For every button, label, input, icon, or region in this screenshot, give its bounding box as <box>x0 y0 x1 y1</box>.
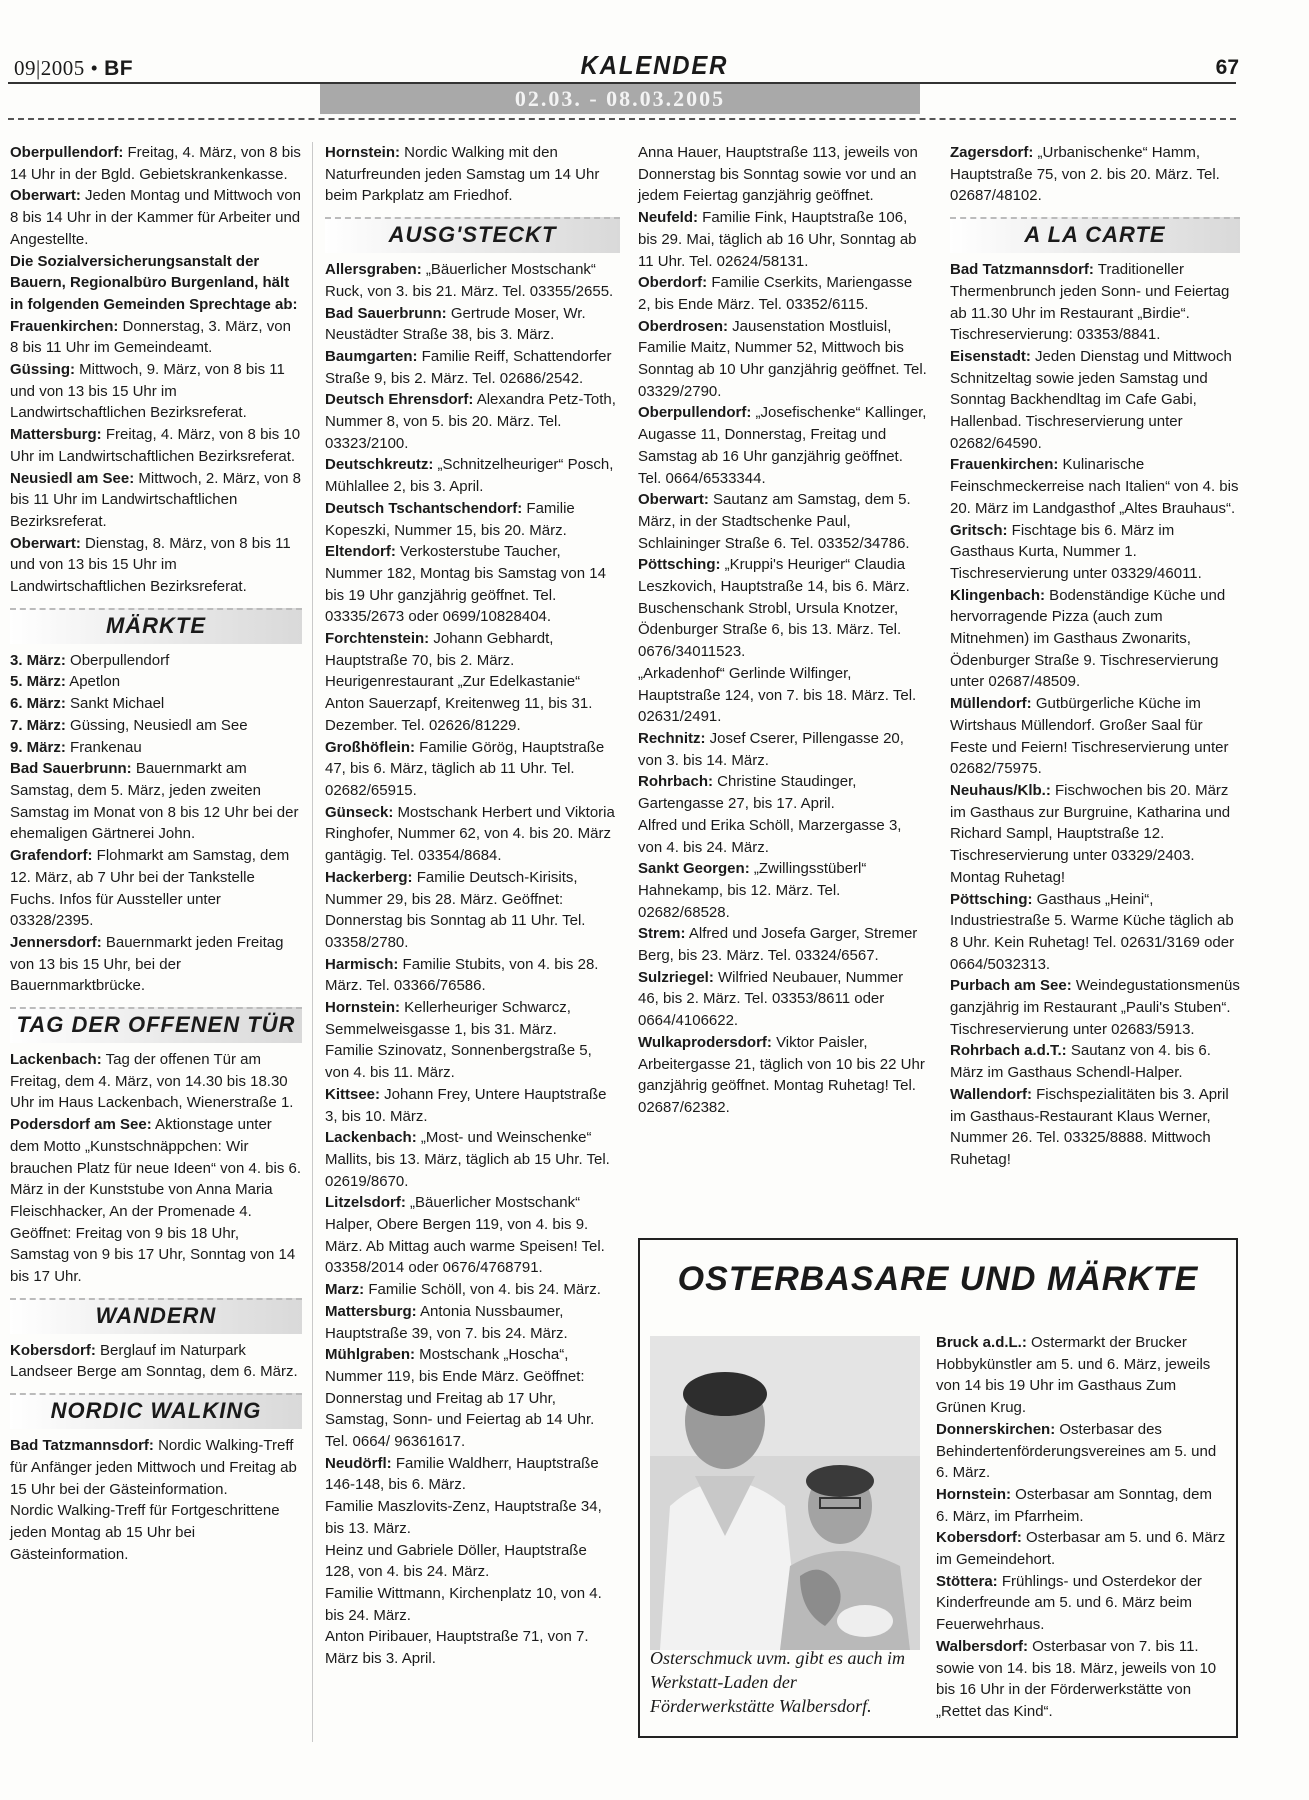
listing-text: Mittwoch, 2. März, von 8 bis 11 Uhr im Landwirtschaftlichen Bezirksreferat. <box>10 469 301 530</box>
listing-place: Kobersdorf: <box>10 1341 96 1359</box>
listing-entry <box>638 967 928 1032</box>
listing-entry <box>950 1084 1240 1171</box>
listing-entry <box>10 758 302 845</box>
listing-text: Familie Szinovatz, Sonnenbergstraße 5, von 4. bis 11. März. <box>325 1042 592 1082</box>
heading-a-la-carte: A LA CARTE <box>950 217 1240 253</box>
listing-place: Litzelsdorf: <box>325 1194 406 1212</box>
listing-text: Flohmarkt am Samstag, dem 12. März, ab 7 Uhr bei der Tankstelle Fuchs. Infos für Aussteller unter 03328/2395. <box>10 847 290 930</box>
listing-place: Günseck: <box>325 803 394 821</box>
listing-text: Familie Waldherr, Hauptstraße 146-148, bis 6. März. <box>325 1454 599 1494</box>
listing-entry <box>950 975 1240 1040</box>
magazine-name: BF <box>104 57 134 80</box>
listing-entry <box>10 737 302 759</box>
listing-text: Familie Fink, Hauptstraße 106, bis 29. Mai, täglich ab 16 Uhr, Sonntag ab 11 Uhr. Tel. 02624/58131. <box>638 209 917 270</box>
listing-place: Neusiedl am See: <box>10 469 135 487</box>
listing-text: Alexandra Petz-Toth, Nummer 8, von 5. bis 20. März. Tel. 03323/2100. <box>325 391 616 452</box>
listing-entry <box>325 867 620 954</box>
listing-text: Anton Piribauer, Hauptstraße 71, von 7. März bis 3. April. <box>325 1628 589 1668</box>
heading-ausgsteckt: AUSG'STECKT <box>325 217 620 253</box>
column-divider <box>312 142 313 1742</box>
listing-entry <box>950 454 1240 519</box>
ausgsteckt-cont-list <box>638 142 928 1119</box>
listing-entry <box>10 845 302 932</box>
listing-text: Freitag, 4. März, von 8 bis 10 Uhr im Landwirtschaftlichen Bezirksreferat. <box>10 426 301 465</box>
listing-text: „Arkadenhof“ Gerlinde Wilfinger, Hauptstraße 124, von 7. bis 18. März. Tel. 02631/2491. <box>638 664 917 726</box>
listing-text: Mostschank Herbert und Viktoria Ringhofer, Nummer 62, von 4. bis 20. März gantägig. Tel. 03354/8684. <box>325 803 615 865</box>
listing-text: Nordic Walking-Treff für Anfänger jeden Mittwoch und Freitag ab 15 Uhr bei der Gästeinformation. <box>10 1437 297 1498</box>
listing-place: Neuhaus/Klb.: <box>950 781 1051 799</box>
listing-place: Eisenstadt: <box>950 347 1031 365</box>
listing-entry <box>10 359 302 424</box>
box-title: OSTERBASARE UND MÄRKTE <box>677 1260 1199 1298</box>
listing-entry <box>936 1484 1226 1527</box>
listing-text: Traditioneller Thermenbrunch jeden Sonn- und Feiertag ab 11.30 Uhr im Restaurant „Birdie“. Tischreservierung: 03353/8841. <box>950 261 1230 344</box>
listing-place: Güssing: <box>10 361 76 379</box>
listing-text: Verkosterstube Taucher, Nummer 182, Montag bis Samstag von 14 bis 19 Uhr ganzjährig geöffnet. Tel. 03335/2673 oder 0699/10828404. <box>325 543 606 626</box>
listing-place: Die Sozialversicherungsanstalt der Bauern, Regionalbüro Burgenland, hält in folgenden Gemeinden Sprechtage ab: <box>10 252 298 313</box>
bullet: • <box>90 56 99 80</box>
listing-text: Osterbasar am Sonntag, dem 6. März, im Pfarrheim. <box>936 1485 1212 1525</box>
listing-text: Apetlon <box>65 673 121 691</box>
listing-entry <box>325 259 620 302</box>
listing-entry <box>638 142 928 207</box>
listing-text: Tag der offenen Tür am Freitag, dem 4. März, von 14.30 bis 18.30 Uhr im Haus Lackenbach, Wienerstraße 1. <box>10 1051 294 1112</box>
listing-place: Harmisch: <box>325 955 399 973</box>
listing-text: Berglauf im Naturpark Landseer Berge am Sonntag, dem 6. März. <box>10 1341 298 1381</box>
listing-entry <box>950 1040 1240 1083</box>
sprechtage-list <box>10 142 302 598</box>
column-3 <box>638 142 928 1119</box>
listing-place: Podersdorf am See: <box>10 1116 152 1134</box>
listing-text: Buschenschank Strobl, Ursula Knotzer, Ödenburger Straße 6, bis 13. März. Tel. 0676/34011523. <box>638 599 902 661</box>
listing-entry <box>10 693 302 715</box>
listing-text: Fischwochen bis 20. März im Gasthaus zur Burgruine, Katharina und Richard Sampl, Hauptstraße 12. Tischreservierung unter 03329/2403. Montag Ruhetag! <box>950 781 1231 886</box>
listing-text: Antonia Nussbaumer, Hauptstraße 39, von 7. bis 24. März. <box>325 1302 568 1342</box>
listing-text: Kulinarische Feinschmeckerreise nach Italien“ von 4. bis 20. März im Landgasthof „Altes Brauhaus“. <box>950 456 1239 517</box>
column-2 <box>325 142 620 1670</box>
listing-text: Heinz und Gabriele Döller, Hauptstraße 128, von 4. bis 24. März. <box>325 1541 587 1581</box>
listing-text: Jeden Montag und Mittwoch von 8 bis 14 Uhr in der Kammer für Arbeiter und Angestellte. <box>10 187 301 248</box>
listing-text: Aktionstage unter dem Motto „Kunstschnäppchen: Wir brauchen Platz für neue Ideen“ von 4. bis 6. März in der Kunststube von Anna Maria Fleischhacker, An der Promenade 4. Geöffnet: Freitag von 9 bis 18 Uhr, Samstag von 9 bis 17 Uhr, Sonntag von 14 bis 17 Uhr. <box>10 1116 302 1286</box>
listing-text: Freitag, 4. März, von 8 bis 14 Uhr in der Bgld. Gebietskrankenkasse. <box>10 144 301 183</box>
listing-place: Allersgraben: <box>325 261 422 279</box>
listing-text: Mostschank „Hoscha“, Nummer 119, bis Ende März. Geöffnet: Donnerstag und Freitag ab 17 Uhr, Samstag, Sonn- und Feiertag ab 14 Uhr. Tel. 0664/ 96361617. <box>325 1346 595 1451</box>
column-1 <box>10 142 302 1565</box>
listing-text: Fischspezialitäten bis 3. April im Gasthaus-Restaurant Klaus Werner, Nummer 26. Tel. 03325/8888. Mittwoch Ruhetag! <box>950 1085 1229 1168</box>
listing-text: Ostermarkt der Brucker Hobbykünstler am 5. und 6. März, jeweils von 14 bis 19 Uhr im Gasthaus Zum Grünen Krug. <box>936 1334 1211 1417</box>
listing-entry <box>10 142 302 185</box>
listing-entry <box>638 858 928 923</box>
listing-entry <box>10 1340 302 1383</box>
listing-entry <box>325 1040 620 1083</box>
listing-entry <box>10 251 302 316</box>
listing-text: Anna Hauer, Hauptstraße 113, jeweils von Donnerstag bis Sonntag sowie vor und an jedem Feiertag ganzjährig geöffnet. <box>638 144 918 205</box>
maerkte-list <box>10 650 302 997</box>
listing-text: Familie Kopeszki, Nummer 15, bis 20. März. <box>325 499 575 539</box>
listing-text: „Bäuerlicher Mostschank“ Halper, Obere Bergen 119, von 4. bis 9. März. Ab Mittag auch warme Speisen! Tel. 03358/2014 oder 0676/4768791. <box>325 1194 605 1277</box>
listing-place: Forchtenstein: <box>325 630 430 648</box>
listing-text: „Schnitzelheuriger“ Posch, Mühlallee 2, bis 3. April. <box>325 456 614 496</box>
listing-text: Jausenstation Mostluisl, Familie Maitz, Nummer 52, Mittwoch bis Sonntag ab 10 Uhr ganzjährig geöffnet. Tel. 03329/2790. <box>638 317 927 400</box>
header-dashed-rule <box>8 118 1236 120</box>
listing-entry <box>325 303 620 346</box>
listing-place: Mattersburg: <box>10 426 102 444</box>
listing-text: Osterbasar von 7. bis 11. sowie von 14. bis 18. März, jeweils von 10 bis 16 Uhr in der Förderwerkstätte von „Rettet das Kind“. <box>936 1637 1217 1720</box>
listing-entry <box>638 663 928 728</box>
listing-entry <box>638 923 928 966</box>
listing-entry <box>325 1626 620 1669</box>
osterbasare-box <box>638 1238 1238 1738</box>
listing-place: 9. März: <box>10 738 66 756</box>
osterbasare-list <box>936 1332 1226 1723</box>
listing-entry <box>325 1084 620 1127</box>
listing-entry <box>10 715 302 737</box>
listing-entry <box>950 346 1240 455</box>
listing-place: Bruck a.d.L.: <box>936 1334 1027 1351</box>
listing-place: Zagersdorf: <box>950 144 1034 161</box>
listing-text: Bodenständige Küche und hervorragende Pizza (auch zum Mitnehmen) im Gasthaus Zwonarits, Ödenburger Straße 9. Tischreservierung unter 02687/48509. <box>950 586 1226 691</box>
listing-text: Jeden Dienstag und Mittwoch Schnitzeltag sowie jeden Samstag und Sonntag Backhendltag im Cafe Gabi, Hallenbad. Tischreservierung unter 02682/64590. <box>950 347 1232 452</box>
listing-place: Jennersdorf: <box>10 933 102 951</box>
listing-place: Neufeld: <box>638 209 698 227</box>
listing-text: Frankenau <box>65 738 142 756</box>
listing-text: Nordic Walking mit den Naturfreunden jeden Samstag um 14 Uhr beim Parkplatz am Friedhof. <box>325 144 600 205</box>
listing-place: Oberdrosen: <box>638 317 729 335</box>
listing-place: Mühlgraben: <box>325 1346 415 1364</box>
listing-text: Donnerstag, 3. März, von 8 bis 11 Uhr im Gemeindeamt. <box>10 317 291 357</box>
photo-caption: Osterschmuck uvm. gibt es auch im Werkstatt-Laden der Förderwerkstätte Walbersdorf. <box>650 1648 905 1716</box>
page-number: 67 <box>1215 56 1239 79</box>
listing-place: Baumgarten: <box>325 347 418 365</box>
heading-tag-der-offenen-tuer: TAG DER OFFENEN TÜR <box>10 1007 302 1043</box>
listing-text: Familie Stubits, von 4. bis 28. März. Tel. 03366/76586. <box>325 955 599 995</box>
listing-place: Müllendorf: <box>950 695 1032 713</box>
listing-place: Gritsch: <box>950 521 1008 539</box>
listing-place: Hornstein: <box>936 1485 1011 1503</box>
listing-text: Osterbasar des Behindertenförderungsvereines am 5. und 6. März. <box>936 1420 1217 1482</box>
listing-entry <box>638 771 928 814</box>
listing-entry <box>638 272 928 315</box>
listing-text: Familie Görög, Hauptstraße 47, bis 6. März, täglich ab 11 Uhr. Tel. 02682/65915. <box>325 738 605 799</box>
listing-place: 7. März: <box>10 716 66 734</box>
listing-place: Donnerskirchen: <box>936 1420 1056 1438</box>
listing-place: Rechnitz: <box>638 729 706 747</box>
listing-place: Oberwart: <box>10 187 81 205</box>
listing-place: Mattersburg: <box>325 1302 417 1320</box>
listing-place: Wallendorf: <box>950 1085 1032 1103</box>
listing-text: Familie Maszlovits-Zenz, Hauptstraße 34, bis 13. März. <box>325 1498 602 1537</box>
listing-entry <box>325 541 620 628</box>
listing-entry <box>638 598 928 663</box>
listing-entry <box>325 1540 620 1583</box>
listing-text: Familie Wittmann, Kirchenplatz 10, von 4. bis 24. März. <box>325 1585 602 1624</box>
listing-text: Weindegustationsmenüs ganzjährig im Restaurant „Pauli's Stuben“. Tischreservierung unter 02683/5913. <box>950 977 1240 1038</box>
listing-place: Oberdorf: <box>638 274 708 292</box>
listing-place: Hornstein: <box>325 999 400 1017</box>
listing-place: Großhöflein: <box>325 738 415 756</box>
listing-text: Johann Gebhardt, Hauptstraße 70, bis 2. März. <box>325 630 554 669</box>
listing-entry <box>10 468 302 533</box>
listing-text: Viktor Paisler, Arbeitergasse 21, täglich von 10 bis 22 Uhr ganzjährig geöffnet. Montag Ruhetag! Tel. 02687/62382. <box>638 1033 925 1116</box>
listing-text: „Urbanischenke“ Hamm, Hauptstraße 75, von 2. bis 20. März. Tel. 02687/48102. <box>950 144 1220 205</box>
heading-wandern: WANDERN <box>10 1298 302 1334</box>
listing-entry <box>10 932 302 997</box>
listing-entry <box>10 1435 302 1500</box>
listing-entry <box>10 185 302 250</box>
listing-entry <box>950 142 1240 207</box>
listing-entry <box>325 1496 620 1539</box>
listing-place: 3. März: <box>10 651 66 669</box>
listing-text: Gasthaus „Heini“, Industriestraße 5. Warme Küche täglich ab 8 Uhr. Kein Ruhetag! Tel. 02631/3169 oder 0664/5032313. <box>950 890 1235 973</box>
listing-place: Eltendorf: <box>325 543 396 561</box>
listing-place: Rohrbach: <box>638 773 713 791</box>
listing-text: Familie Reiff, Schattendorfer Straße 9, bis 2. März. Tel. 02686/2542. <box>325 347 612 387</box>
listing-entry <box>325 1301 620 1344</box>
listing-place: Bad Sauerbrunn: <box>10 760 132 778</box>
listing-entry <box>10 1049 302 1114</box>
listing-text: Familie Schöll, von 4. bis 24. März. <box>364 1281 601 1299</box>
listing-entry <box>950 780 1240 889</box>
nordic-walking-list <box>10 1435 302 1565</box>
listing-entry <box>10 1500 302 1565</box>
listing-entry <box>325 671 620 736</box>
listing-entry <box>325 142 620 207</box>
listing-entry <box>936 1636 1226 1723</box>
tag-der-offenen-tuer-list <box>10 1049 302 1288</box>
listing-place: Hornstein: <box>325 144 400 161</box>
nordic-walking-cont-list <box>325 142 620 207</box>
listing-text: „Bäuerlicher Mostschank“ Ruck, von 3. bis 21. März. Tel. 03355/2655. <box>325 261 614 300</box>
listing-text: Kellerheuriger Schwarcz, Semmelweisgasse 1, bis 31. März. <box>325 999 571 1038</box>
listing-text: Familie Deutsch-Kirisits, Nummer 29, bis 28. März. Geöffnet: Donnerstag bis Sonntag ab 11 Uhr. Tel. 03358/2780. <box>325 868 586 951</box>
listing-entry <box>936 1571 1226 1636</box>
listing-entry <box>325 1279 620 1301</box>
listing-text: Heurigenrestaurant „Zur Edelkastanie“ Anton Sauerzapf, Kreitenweg 11, bis 31. Dezember. Tel. 02626/81229. <box>325 673 593 734</box>
listing-place: Frauenkirchen: <box>950 456 1059 474</box>
listing-entry <box>936 1527 1226 1570</box>
listing-place: Bad Sauerbrunn: <box>325 304 447 322</box>
listing-text: Bauernmarkt jeden Freitag von 13 bis 15 Uhr, bei der Bauernmarktbrücke. <box>10 933 284 995</box>
listing-place: Kobersdorf: <box>936 1529 1022 1547</box>
column-4 <box>950 142 1240 1171</box>
listing-text: Oberpullendorf <box>65 651 170 669</box>
listing-place: 5. März: <box>10 673 66 691</box>
photo-illustration <box>650 1336 920 1650</box>
listing-text: Familie Cserkits, Mariengasse 2, bis Ende März. Tel. 03352/6115. <box>638 274 913 313</box>
listing-text: Christine Staudinger, Gartengasse 27, bis 17. April. <box>638 773 857 813</box>
listing-entry <box>10 1114 302 1288</box>
listing-place: Oberpullendorf: <box>638 404 752 422</box>
listing-entry <box>10 650 302 672</box>
listing-entry <box>950 889 1240 976</box>
listing-text: Dienstag, 8. März, von 8 bis 11 und von 13 bis 15 Uhr im Landwirtschaftlichen Bezirksreferat. <box>10 534 291 596</box>
listing-place: Lackenbach: <box>325 1129 417 1147</box>
listing-entry <box>325 498 620 541</box>
listing-place: Kittsee: <box>325 1085 381 1103</box>
a-la-carte-list <box>950 259 1240 1171</box>
listing-place: Grafendorf: <box>10 847 93 865</box>
listing-entry <box>10 671 302 693</box>
listing-place: Sulzriegel: <box>638 968 714 986</box>
listing-entry <box>325 802 620 867</box>
listing-place: Rohrbach a.d.T.: <box>950 1042 1067 1060</box>
listing-place: Walbersdorf: <box>936 1637 1028 1655</box>
listing-entry <box>325 997 620 1040</box>
issue-number: 09|2005 <box>14 56 85 80</box>
listing-text: Gertrude Moser, Wr. Neustädter Straße 38, bis 3. März. <box>325 304 586 344</box>
heading-maerkte: MÄRKTE <box>10 608 302 644</box>
listing-text: Alfred und Erika Schöll, Marzergasse 3, von 4. bis 24. März. <box>638 816 902 856</box>
listing-place: Deutsch Tschantschendorf: <box>325 499 523 517</box>
listing-text: „Josefischenke“ Kallinger, Augasse 11, Donnerstag, Freitag und Samstag ab 16 Uhr ganzjährig geöffnet. Tel. 0664/6533344. <box>638 404 927 487</box>
listing-entry <box>936 1419 1226 1484</box>
listing-place: Stöttera: <box>936 1572 998 1590</box>
listing-entry <box>950 693 1240 780</box>
listing-text: Sautanz am Samstag, dem 5. März, in der Stadtschenke Paul, Schlaininger Straße 6. Tel. 03352/34786. <box>638 491 911 552</box>
ausgsteckt-cont2-list <box>950 142 1240 207</box>
listing-entry <box>325 1583 620 1626</box>
listing-entry <box>638 402 928 489</box>
listing-place: Neudörfl: <box>325 1454 392 1472</box>
listing-entry <box>325 454 620 497</box>
listing-entry <box>325 346 620 389</box>
listing-entry <box>325 1453 620 1496</box>
listing-text: Nordic Walking-Treff für Fortgeschrittene jeden Montag ab 15 Uhr bei Gästeinformation. <box>10 1502 280 1563</box>
listing-place: Bad Tatzmannsdorf: <box>10 1437 154 1455</box>
listing-place: Strem: <box>638 925 686 943</box>
listing-entry <box>325 737 620 802</box>
listing-text: Sankt Michael <box>65 695 165 713</box>
listing-entry <box>638 316 928 403</box>
listing-text: Sautanz von 4. bis 6. März im Gasthaus Schendl-Halper. <box>950 1042 1211 1082</box>
listing-place: Marz: <box>325 1281 365 1299</box>
listing-text: Wilfried Neubauer, Nummer 46, bis 2. März. Tel. 03353/8611 oder 0664/4106622. <box>638 968 904 1030</box>
ausgsteckt-list <box>325 259 620 1670</box>
date-range-bar: 02.03. - 08.03.2005 <box>320 84 920 114</box>
listing-text: Frühlings- und Osterdekor der Kinderfreunde am 5. und 6. März beim Feuerwehrhaus. <box>936 1572 1202 1634</box>
listing-entry <box>325 1344 620 1453</box>
listing-entry <box>950 585 1240 694</box>
listing-place: Purbach am See: <box>950 977 1072 995</box>
listing-entry <box>638 489 928 554</box>
listing-place: Pöttsching: <box>638 556 721 574</box>
listing-entry <box>936 1332 1226 1419</box>
listing-entry <box>638 1032 928 1119</box>
listing-text: Mittwoch, 9. März, von 8 bis 11 und von 13 bis 15 Uhr im Landwirtschaftlichen Bezirksreferat. <box>10 361 285 422</box>
listing-entry <box>638 207 928 272</box>
listing-entry <box>638 728 928 771</box>
wandern-list <box>10 1340 302 1383</box>
listing-entry <box>10 424 302 467</box>
listing-place: Pöttsching: <box>950 890 1033 908</box>
listing-place: Wulkaprodersdorf: <box>638 1033 772 1051</box>
listing-text: Güssing, Neusiedl am See <box>65 716 248 734</box>
listing-place: Frauenkirchen: <box>10 317 119 335</box>
listing-entry <box>950 520 1240 585</box>
listing-place: Sankt Georgen: <box>638 860 750 878</box>
listing-text: „Most- und Weinschenke“ Mallits, bis 13. März, täglich ab 15 Uhr. Tel. 02619/8670. <box>325 1129 610 1190</box>
listing-entry <box>325 1127 620 1192</box>
listing-text: Osterbasar am 5. und 6. März im Gemeindehort. <box>936 1529 1226 1569</box>
heading-nordic-walking: NORDIC WALKING <box>10 1393 302 1429</box>
listing-text: Bauernmarkt am Samstag, dem 5. März, jeden zweiten Samstag im Monat von 8 bis 12 Uhr bei der ehemaligen Gärtnerei John. <box>10 760 299 843</box>
listing-text: Gutbürgerliche Küche im Wirtshaus Müllendorf. Großer Saal für Feste und Feiern! Tischreservierung unter 02682/75975. <box>950 695 1229 778</box>
listing-entry <box>10 533 302 598</box>
section-title: KALENDER <box>580 50 729 80</box>
listing-text: Johann Frey, Untere Hauptstraße 3, bis 10. März. <box>325 1085 607 1125</box>
listing-text: Josef Cserer, Pillengasse 20, von 3. bis 14. März. <box>638 729 904 769</box>
listing-place: Bad Tatzmannsdorf: <box>950 261 1094 279</box>
listing-entry <box>638 554 928 597</box>
listing-text: Alfred und Josefa Garger, Stremer Berg, bis 23. März. Tel. 03324/6567. <box>638 925 918 965</box>
listing-entry <box>325 389 620 454</box>
listing-entry <box>638 815 928 858</box>
listing-entry <box>325 1192 620 1279</box>
listing-place: Deutsch Ehrensdorf: <box>325 391 474 409</box>
listing-entry <box>10 316 302 359</box>
listing-entry <box>325 628 620 671</box>
listing-place: Oberwart: <box>10 534 81 552</box>
listing-place: Hackerberg: <box>325 868 413 886</box>
listing-place: Klingenbach: <box>950 586 1046 604</box>
listing-text: „Zwillingsstüberl“ Hahnekamp, bis 12. März. Tel. 02682/68528. <box>638 860 867 921</box>
listing-text: Fischtage bis 6. März im Gasthaus Kurta, Nummer 1. Tischreservierung unter 03329/46011. <box>950 521 1202 582</box>
listing-entry <box>950 259 1240 346</box>
listing-place: Oberwart: <box>638 491 709 509</box>
listing-place: 6. März: <box>10 695 66 713</box>
listing-place: Deutschkreutz: <box>325 456 434 474</box>
listing-place: Oberpullendorf: <box>10 144 124 161</box>
listing-place: Lackenbach: <box>10 1051 102 1069</box>
listing-entry <box>325 954 620 997</box>
listing-text: „Kruppi's Heuriger“ Claudia Leszkovich, Hauptstraße 14, bis 6. März. <box>638 556 910 596</box>
photo-two-men <box>650 1336 920 1650</box>
